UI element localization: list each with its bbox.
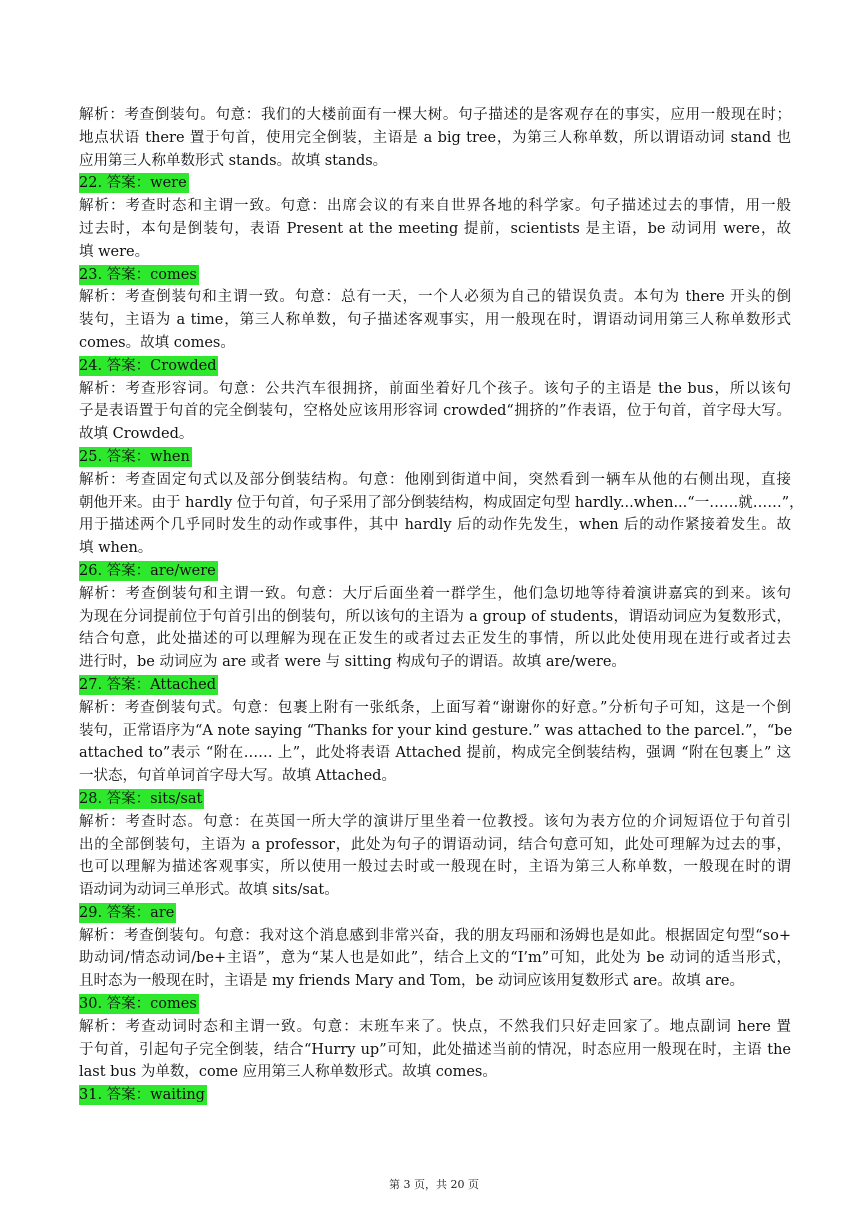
explanation-paragraph — [79, 469, 804, 560]
explanation-line: 助动词/情态动词/be+主语”，意为“某人也是如此”，结合上文的“I’m”可知，此处为 be 动词的适当形式， — [79, 950, 791, 967]
answer-label: 25. 答案：when — [79, 448, 190, 465]
answer-line — [79, 446, 791, 469]
explanation-line: 解析：考查形容词。句意：公共汽车很拥挤，前面坐着好几个孩子。该句子的主语是 the bus，所以该句 — [79, 380, 791, 397]
explanation-line: 子是表语置于句首的完全倒装句，空格处应该用形容词 crowded“拥挤的”作表语，位于句首，首字母大写。 — [79, 403, 791, 420]
explanation-line: 装句，主语为 a time，第三人称单数，句子描述客观事实，用一般现在时，谓语动词用第三人称单数形式 — [79, 312, 791, 329]
answer-label: 26. 答案：are/were — [79, 562, 216, 579]
explanation-line: 解析：考查时态和主谓一致。句意：出席会议的有来自世界各地的科学家。句子描述过去的事情，用一般 — [79, 198, 791, 215]
explanation-paragraph — [79, 286, 791, 354]
explanation-line: 用于描述两个几乎同时发生的动作或事件，其中 hardly 后的动作先发生，when 后的动作紧接着发生。故 — [79, 517, 791, 534]
explanation-line: 解析：考查倒装句和主谓一致。句意：大厅后面坐着一群学生，他们急切地等待着演讲嘉宾的到来。该句 — [79, 585, 791, 602]
explanation-line: 填 when。 — [79, 540, 153, 557]
answer-label: 27. 答案：Attached — [79, 676, 217, 693]
answer-label: 31. 答案：waiting — [79, 1087, 205, 1104]
page-footer: 第 3 页，共 20 页 — [389, 1178, 479, 1191]
explanation-line: 也可以理解为描述客观事实，所以使用一般过去时或一般现在时，主语为第三人称单数，一般现在时的谓 — [79, 859, 791, 876]
explanation-line: 解析：考查倒装句式。句意：包裹上附有一张纸条，上面写着“谢谢你的好意。”分析句子可知，这是一个倒 — [79, 699, 791, 716]
explanation-line: 解析：考查倒装句和主谓一致。句意：总有一天，一个人必须为自己的错误负责。本句为 there 开头的倒 — [79, 289, 791, 306]
answer-label: 24. 答案：Crowded — [79, 357, 217, 374]
explanation-line: 解析：考查固定句式以及部分倒装结构。句意：他刚到街道中间，突然看到一辆车从他的右侧出现，直接 — [79, 471, 791, 488]
explanation-line: 地点状语 there 置于句首，使用完全倒装，主语是 a big tree，为第三人称单数，所以谓语动词 stand 也 — [79, 129, 791, 146]
explanation-line: 进行时，be 动词应为 are 或者 were 与 sitting 构成句子的谓语。故填 are/were。 — [79, 654, 626, 671]
answer-line — [79, 172, 791, 195]
explanation-paragraph — [79, 925, 791, 993]
explanation-line: 过去时，本句是倒装句，表语 Present at the meeting 提前，scientists 是主语，be 动词用 were，故 — [79, 220, 791, 237]
explanation-line: last bus 为单数，come 应用第三人称单数形式。故填 comes。 — [79, 1064, 497, 1081]
answer-line — [79, 674, 791, 697]
explanation-line: 语动词为动词三单形式。故填 sits/sat。 — [79, 882, 339, 899]
explanation-paragraph — [79, 195, 791, 263]
explanation-paragraph — [79, 811, 791, 902]
explanation-line: 结合句意，此处描述的可以理解为现在正发生的或者过去正发生的事情，所以此处使用现在进行或者过去 — [79, 631, 791, 648]
explanation-paragraph — [79, 697, 791, 788]
explanation-line: 装句，正常语序为“A note saying “Thanks for your kind gesture.” was attached to the parcel.”，“be — [79, 722, 793, 739]
document-body — [79, 104, 804, 1107]
explanation-line: 解析：考查动词时态和主谓一致。句意：末班车来了。快点，不然我们只好走回家了。地点副词 here 置 — [79, 1018, 791, 1035]
answer-label: 23. 答案：comes — [79, 266, 197, 283]
explanation-line: 解析：考查倒装句。句意：我们的大楼前面有一棵大树。句子描述的是客观存在的事实，应用一般现在时； — [79, 107, 791, 123]
explanation-line: 解析：考查时态。句意：在英国一所大学的演讲厅里坐着一位教授。该句为表方位的介词短语位于句首引 — [79, 813, 791, 830]
explanation-line: attached to”表示 “附在…… 上”，此处将表语 Attached 提前，构成完全倒装结构，强调 “附在包裹上” 这 — [79, 745, 791, 762]
explanation-paragraph — [79, 104, 791, 172]
explanation-line: 为现在分词提前位于句首引出的倒装句，所以该句的主语为 a group of students，谓语动词应为复数形式， — [79, 608, 791, 625]
answer-line — [79, 1084, 791, 1107]
explanation-line: 解析：考查倒装句。句意：我对这个消息感到非常兴奋，我的朋友玛丽和汤姆也是如此。根据固定句型“so+ — [79, 927, 791, 944]
explanation-line: 故填 Crowded。 — [79, 426, 194, 443]
explanation-line: 于句首，引起句子完全倒装，结合“Hurry up”可知，此处描述当前的情况，时态应用一般现在时，主语 the — [79, 1041, 791, 1058]
answer-label: 30. 答案：comes — [79, 996, 197, 1013]
explanation-line: 应用第三人称单数形式 stands。故填 stands。 — [79, 152, 388, 169]
explanation-line: 出的全部倒装句，主语为 a professor，此处为句子的谓语动词，结合句意可知，此处可理解为过去的事， — [79, 836, 791, 853]
answer-line — [79, 993, 791, 1016]
answer-line — [79, 902, 791, 925]
explanation-line: 填 were。 — [79, 243, 150, 260]
explanation-line: 一状态，句首单词首字母大写。故填 Attached。 — [79, 768, 396, 785]
answer-label: 28. 答案：sits/sat — [79, 790, 203, 807]
answer-label: 22. 答案：were — [79, 175, 187, 192]
answer-line — [79, 560, 791, 583]
explanation-line: 且时态为一般现在时，主语是 my friends Mary and Tom，be 动词应该用复数形式 are。故填 are。 — [79, 973, 744, 990]
explanation-line: 朝他开来。由于 hardly 位于句首，句子采用了部分倒装结构，构成固定句型 hardly...when...“一……就……”， — [79, 494, 804, 511]
answer-line — [79, 355, 791, 378]
explanation-line: comes。故填 comes。 — [79, 334, 235, 351]
answer-label: 29. 答案：are — [79, 904, 175, 921]
explanation-paragraph — [79, 583, 791, 674]
answer-line — [79, 264, 791, 287]
explanation-paragraph — [79, 1016, 791, 1084]
answer-line — [79, 788, 791, 811]
explanation-paragraph — [79, 378, 791, 446]
